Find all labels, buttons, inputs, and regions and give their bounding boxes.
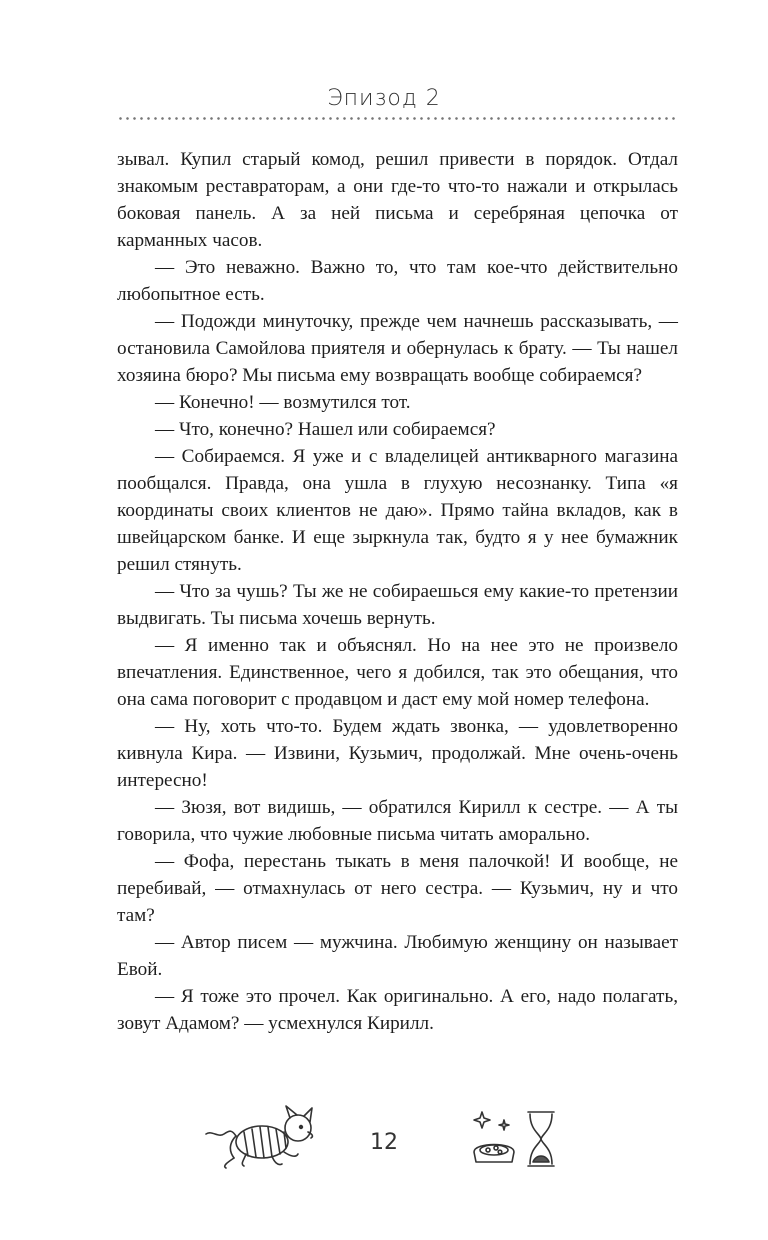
paragraph: — Автор писем — мужчина. Любимую женщину он называет Евой. <box>117 932 678 980</box>
paragraph: — Я тоже это прочел. Как оригинально. А его, надо полагать, зовут Адамом? — усмехнулся Кирилл. <box>117 986 678 1034</box>
paragraph: — Конечно! — возмутился тот. <box>155 392 411 413</box>
paragraph: — Зюзя, вот видишь, — обратился Кирилл к сестре. — А ты говорила, что чужие любовные письма читать аморально. <box>117 797 678 845</box>
page-number: 12 <box>370 1130 398 1155</box>
paragraph: — Ну, хоть что-то. Будем ждать звонка, — удовлетворенно кивнула Кира. — Извини, Кузьмич, продолжай. Мне очень-очень интересно! <box>117 716 678 791</box>
hourglass-icon <box>470 1110 560 1170</box>
paragraph: — Фофа, перестань тыкать в меня палочкой! И вообще, не перебивай, — отмахнулась от него сестра. — Кузьмич, ну и что там? <box>117 851 678 926</box>
running-header: Эпизод 2 <box>327 86 441 111</box>
paragraph: зывал. Купил старый комод, решил привести в порядок. Отдал знакомым реставраторам, а они где-то что-то нажали и открылась боковая панель. А за ней письма и серебряная цепочка от карманных часов. <box>117 149 678 251</box>
paragraph: — Я именно так и объяснял. Но на нее это не произвело впечатления. Единственное, чего я добился, так это обещания, что она сама поговорит с продавцом и даст ему мой номер телефона. <box>117 635 678 710</box>
paragraph: — Подожди минуточку, прежде чем начнешь рассказывать, — остановила Самойлова приятеля и обернулась к брату. — Ты нашел хозяина бюро? Мы письма ему возвращать вообще собираемся? <box>117 311 678 386</box>
paragraph: — Что, конечно? Нашел или собираемся? <box>155 419 496 440</box>
paragraph: — Это неважно. Важно то, что там кое-что действительно любопытное есть. <box>117 257 678 305</box>
body-text <box>117 146 678 1037</box>
dotted-divider <box>117 117 677 120</box>
paragraph: — Собираемся. Я уже и с владелицей антикварного магазина пообщался. Правда, она ушла в глухую несознанку. Типа «я координаты своих клиентов не даю». Прямо тайна вкладов, как в швейцарском банке. И еще зыркнула так, будто я у нее бумажник решил стянуть. <box>117 446 678 575</box>
paragraph: — Что за чушь? Ты же не собираешься ему какие-то претензии выдвигать. Ты письма хочешь вернуть. <box>117 581 678 629</box>
